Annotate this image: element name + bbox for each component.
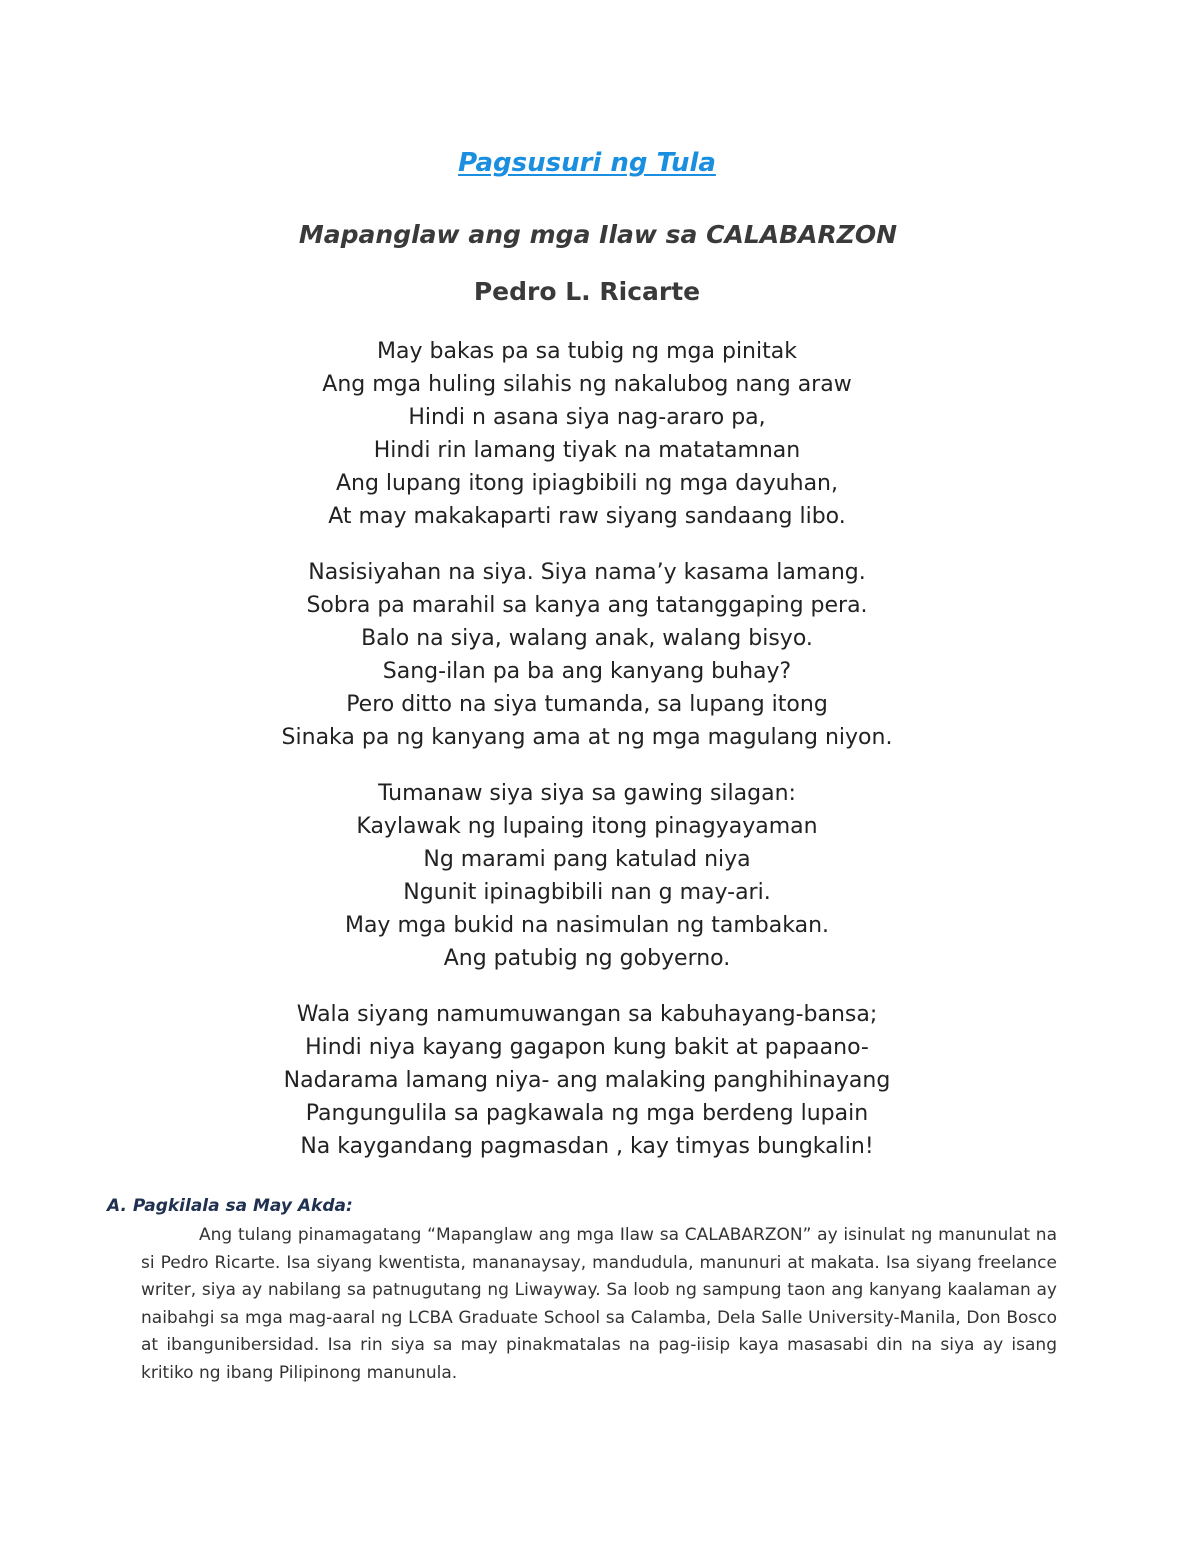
poem-line: Pangungulila sa pagkawala ng mga berdeng lupain <box>305 1101 869 1126</box>
stanza-3 <box>0 777 1174 975</box>
poem-line: Ang lupang itong ipiagbibili ng mga dayuhan, <box>335 471 838 496</box>
stanza-4 <box>0 998 1174 1163</box>
poem-line: Wala siyang namumuwangan sa kabuhayang-bansa; <box>296 1002 878 1027</box>
poem-line: May mga bukid na nasimulan ng tambakan. <box>344 913 830 938</box>
poem-line: Hindi niya kayang gagapon kung bakit at papaano- <box>305 1035 869 1060</box>
poem-line: Nasisiyahan na siya. Siya nama’y kasama lamang. <box>308 560 866 585</box>
poem-author: Pedro L. Ricarte <box>473 277 701 306</box>
section-paragraph: Ang tulang pinamagatang “Mapanglaw ang mga Ilaw sa CALABARZON” ay isinulat ng manunulat na si Pedro Ricarte. Isa siyang kwentista, mananaysay, mandudula, manunuri at makata. Isa siyang freelance writer, siya ay nabilang sa patnugutang ng Liwayway. Sa loob ng sampung taon ang kanyang kaalaman ay naibahgi sa mga mag-aaral ng LCBA Graduate School sa Calamba, Dela Salle University-Manila, Don Bosco at ibangunibersidad. Isa rin siya sa may pinakmatalas na pag-iisip kaya masasabi din na siya ay isang kritiko ng ibang Pilipinong manunula. <box>141 1225 1057 1383</box>
poem-title: Mapanglaw ang mga Ilaw sa CALABARZON <box>298 220 898 249</box>
poem-line: Ang mga huling silahis ng nakalubog nang araw <box>322 372 852 397</box>
stanza-1 <box>0 335 1174 533</box>
stanza-2 <box>0 556 1174 754</box>
poem-line: Ngunit ipinagbibili nan g may-ari. <box>403 880 771 905</box>
poem-line: At may makakaparti raw siyang sandaang libo. <box>328 504 846 529</box>
poem-line: Na kaygandang pagmasdan , kay timyas bungkalin! <box>300 1134 874 1159</box>
section-heading: A. Pagkilala sa May Akda: <box>107 1196 353 1216</box>
poem-line: Sobra pa marahil sa kanya ang tatanggaping pera. <box>306 593 868 618</box>
page-title: Pagsusuri ng Tula <box>458 148 716 178</box>
poem-line: Nadarama lamang niya- ang malaking panghihinayang <box>283 1068 891 1093</box>
poem-line: Tumanaw siya siya sa gawing silagan: <box>378 781 796 806</box>
poem-line: Kaylawak ng lupaing itong pinagyayaman <box>356 814 818 839</box>
poem-line: Balo na siya, walang anak, walang bisyo. <box>361 626 813 651</box>
poem-line: May bakas pa sa tubig ng mga pinitak <box>377 339 797 364</box>
poem-line: Pero ditto na siya tumanda, sa lupang itong <box>346 692 828 717</box>
poem-line: Sang-ilan pa ba ang kanyang buhay? <box>382 659 792 684</box>
poem-body <box>0 335 1174 1186</box>
poem-line: Sinaka pa ng kanyang ama at ng mga magulang niyon. <box>281 725 893 750</box>
poem-line: Ng marami pang katulad niya <box>423 847 751 872</box>
poem-line: Ang patubig ng gobyerno. <box>443 946 731 971</box>
poem-line: Hindi n asana siya nag-araro pa, <box>408 405 766 430</box>
poem-line: Hindi rin lamang tiyak na matatamnan <box>373 438 801 463</box>
